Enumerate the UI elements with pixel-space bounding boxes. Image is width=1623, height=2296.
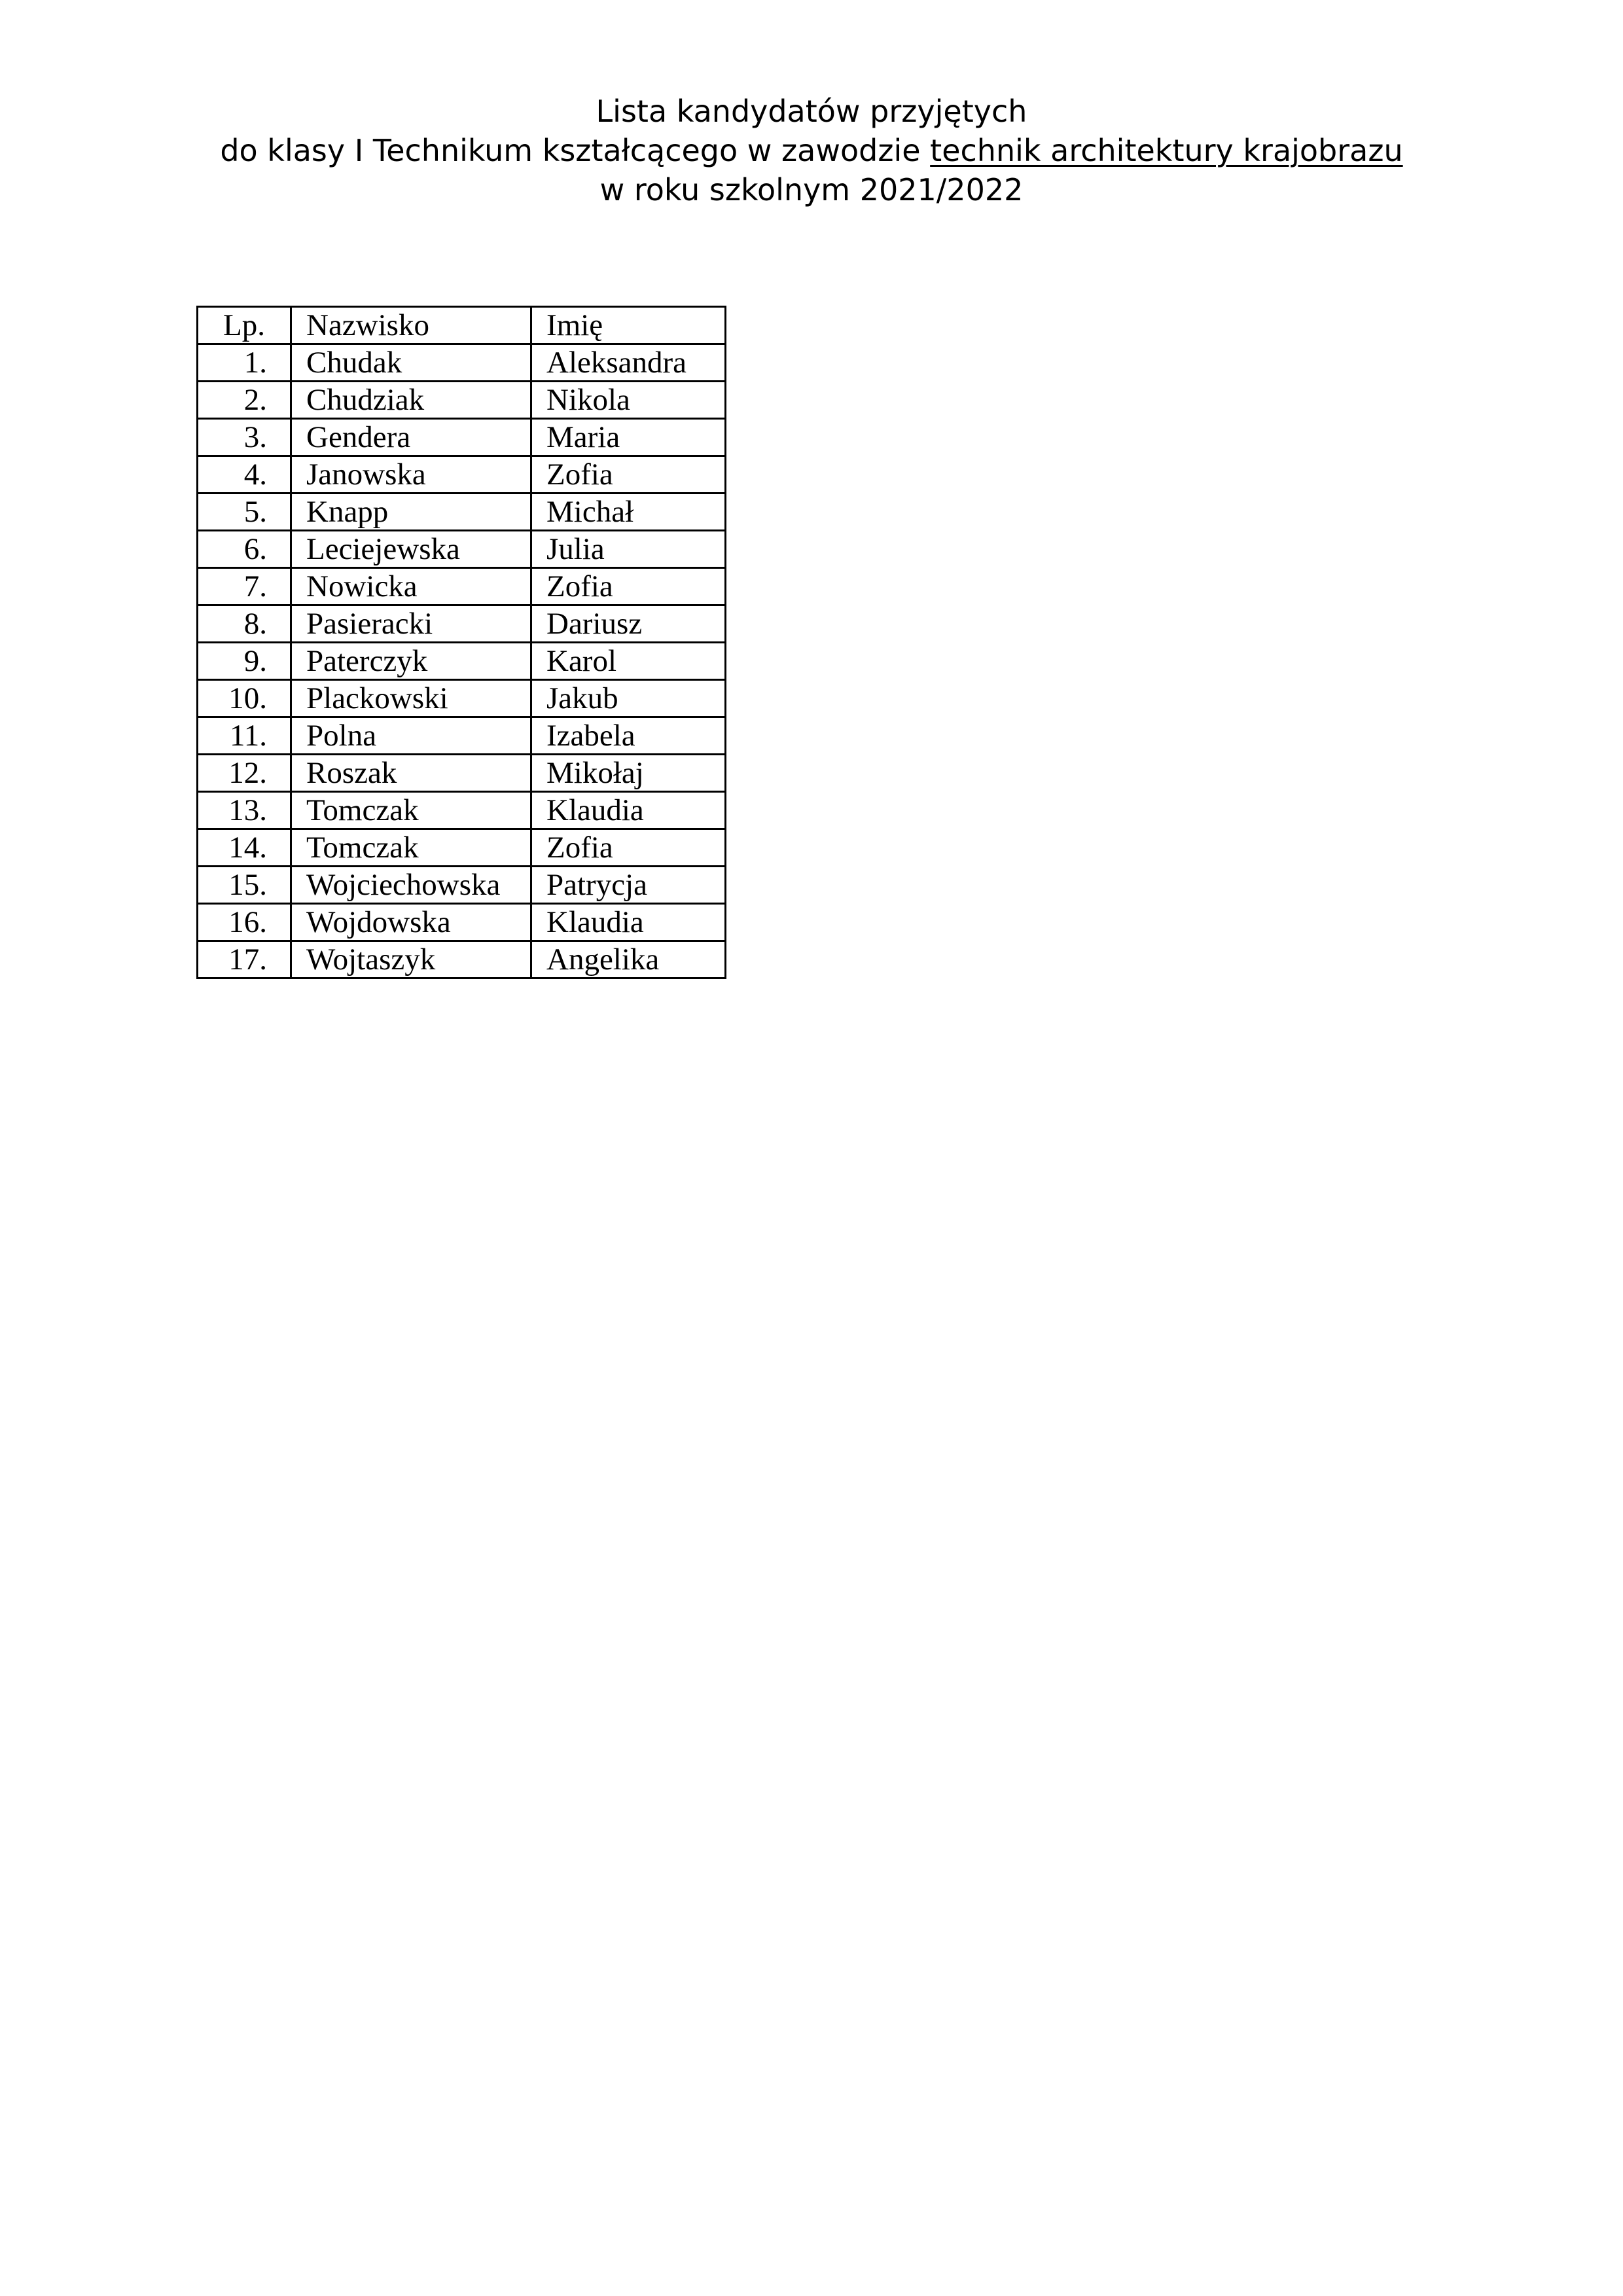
header-lp: Lp. bbox=[198, 307, 291, 344]
cell-name: Dariusz bbox=[531, 605, 726, 643]
cell-surname: Leciejewska bbox=[291, 531, 531, 568]
cell-surname: Tomczak bbox=[291, 792, 531, 829]
cell-surname: Roszak bbox=[291, 755, 531, 792]
header-name: Imię bbox=[531, 307, 726, 344]
cell-name: Patrycja bbox=[531, 867, 726, 904]
cell-surname: Wojdowska bbox=[291, 904, 531, 941]
cell-name: Michał bbox=[531, 493, 726, 531]
header-surname: Nazwisko bbox=[291, 307, 531, 344]
table-row bbox=[198, 419, 726, 456]
cell-lp: 13. bbox=[198, 792, 291, 829]
cell-name: Julia bbox=[531, 531, 726, 568]
cell-surname: Wojtaszyk bbox=[291, 941, 531, 978]
heading-profession: technik architektury krajobrazu bbox=[930, 133, 1403, 168]
cell-lp: 7. bbox=[198, 568, 291, 605]
table-row bbox=[198, 643, 726, 680]
table-row bbox=[198, 941, 726, 978]
cell-lp: 1. bbox=[198, 344, 291, 382]
cell-name: Aleksandra bbox=[531, 344, 726, 382]
cell-name: Zofia bbox=[531, 568, 726, 605]
cell-lp: 15. bbox=[198, 867, 291, 904]
cell-name: Nikola bbox=[531, 382, 726, 419]
cell-surname: Tomczak bbox=[291, 829, 531, 867]
cell-lp: 9. bbox=[198, 643, 291, 680]
cell-lp: 14. bbox=[198, 829, 291, 867]
cell-surname: Wojciechowska bbox=[291, 867, 531, 904]
table-row bbox=[198, 867, 726, 904]
cell-lp: 17. bbox=[198, 941, 291, 978]
cell-name: Zofia bbox=[531, 829, 726, 867]
table-row bbox=[198, 568, 726, 605]
cell-surname: Knapp bbox=[291, 493, 531, 531]
cell-lp: 12. bbox=[198, 755, 291, 792]
table-header-row bbox=[198, 307, 726, 344]
cell-surname: Paterczyk bbox=[291, 643, 531, 680]
table-row bbox=[198, 605, 726, 643]
table-row bbox=[198, 680, 726, 717]
cell-surname: Chudziak bbox=[291, 382, 531, 419]
table-row bbox=[198, 344, 726, 382]
table-row bbox=[198, 755, 726, 792]
cell-lp: 11. bbox=[198, 717, 291, 755]
cell-surname: Polna bbox=[291, 717, 531, 755]
table-row bbox=[198, 493, 726, 531]
cell-lp: 16. bbox=[198, 904, 291, 941]
table-row bbox=[198, 904, 726, 941]
cell-lp: 8. bbox=[198, 605, 291, 643]
table-row bbox=[198, 717, 726, 755]
cell-surname: Pasieracki bbox=[291, 605, 531, 643]
heading-title: Lista kandydatów przyjętych bbox=[596, 94, 1027, 129]
cell-name: Klaudia bbox=[531, 904, 726, 941]
cell-lp: 10. bbox=[198, 680, 291, 717]
table-row bbox=[198, 531, 726, 568]
cell-surname: Chudak bbox=[291, 344, 531, 382]
table-row bbox=[198, 456, 726, 493]
cell-name: Zofia bbox=[531, 456, 726, 493]
heading-school-year: w roku szkolnym 2021/2022 bbox=[599, 172, 1024, 207]
cell-surname: Janowska bbox=[291, 456, 531, 493]
cell-lp: 5. bbox=[198, 493, 291, 531]
cell-surname: Gendera bbox=[291, 419, 531, 456]
cell-lp: 4. bbox=[198, 456, 291, 493]
table-row bbox=[198, 829, 726, 867]
cell-name: Izabela bbox=[531, 717, 726, 755]
table-row bbox=[198, 792, 726, 829]
cell-lp: 6. bbox=[198, 531, 291, 568]
heading-class-line bbox=[0, 131, 1623, 170]
cell-name: Klaudia bbox=[531, 792, 726, 829]
candidates-table-body bbox=[198, 307, 726, 978]
cell-name: Mikołaj bbox=[531, 755, 726, 792]
table-row bbox=[198, 382, 726, 419]
document-heading bbox=[0, 92, 1623, 209]
cell-name: Jakub bbox=[531, 680, 726, 717]
cell-name: Karol bbox=[531, 643, 726, 680]
heading-class-prefix: do klasy I Technikum kształcącego w zawodzie bbox=[220, 133, 931, 168]
cell-surname: Plackowski bbox=[291, 680, 531, 717]
cell-name: Maria bbox=[531, 419, 726, 456]
cell-name: Angelika bbox=[531, 941, 726, 978]
candidates-table bbox=[196, 306, 726, 979]
cell-lp: 2. bbox=[198, 382, 291, 419]
cell-surname: Nowicka bbox=[291, 568, 531, 605]
cell-lp: 3. bbox=[198, 419, 291, 456]
